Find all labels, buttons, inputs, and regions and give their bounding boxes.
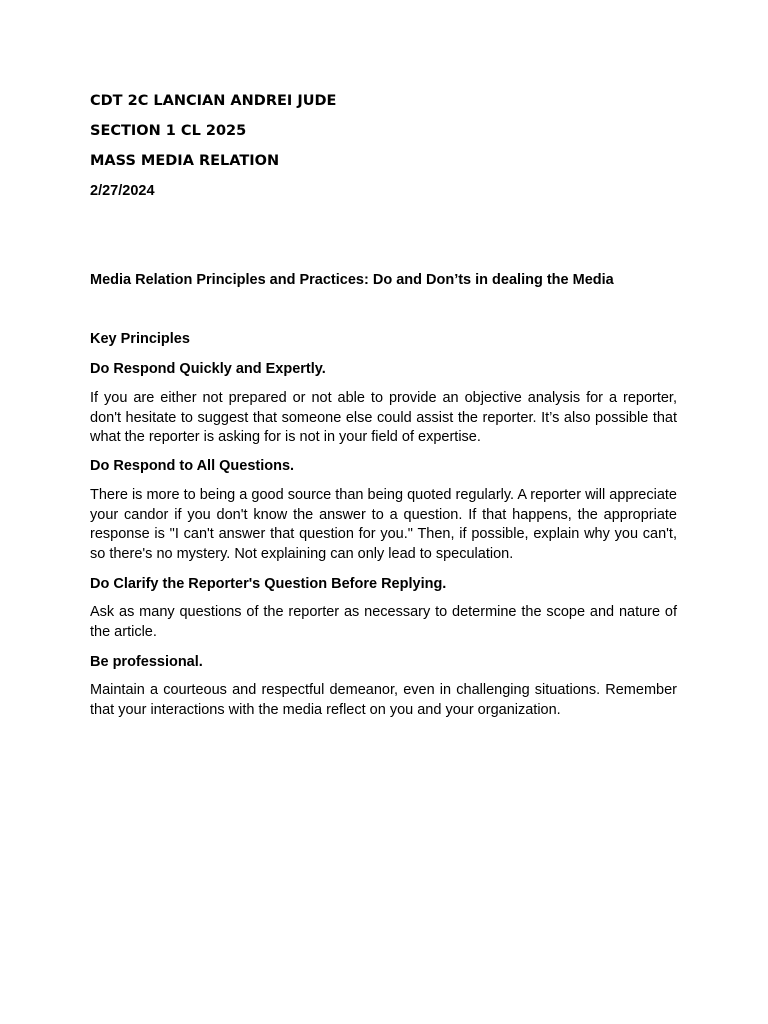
section-heading: Do Respond Quickly and Expertly.: [90, 361, 326, 377]
section-body: There is more to being a good source than being quoted regularly. A reporter will appreciate your candor if you don't know the answer to a question. If that happens, the appropriate response is "I can't answer that question for you." Then, if possible, explain why you can't, so there's no mystery. Not explaining can only lead to speculation.: [90, 487, 677, 562]
subject-line: MASS MEDIA RELATION: [90, 153, 280, 169]
date-line: 2/27/2024: [90, 183, 155, 199]
section-line: SECTION 1 CL 2025: [90, 123, 247, 139]
key-principles-heading: Key Principles: [90, 331, 190, 347]
section-heading: Do Clarify the Reporter's Question Before Replying.: [90, 576, 447, 592]
student-name: CDT 2C LANCIAN ANDREI JUDE: [90, 93, 337, 109]
section-body: If you are either not prepared or not able to provide an objective analysis for a reporter, don't hesitate to suggest that someone else could assist the reporter. It’s also possible that what the reporter is asking for is not in your field of expertise.: [90, 390, 677, 445]
section-heading: Do Respond to All Questions.: [90, 458, 295, 474]
section-body: Ask as many questions of the reporter as necessary to determine the scope and nature of the article.: [90, 604, 677, 640]
document-title: Media Relation Principles and Practices: Do and Don’ts in dealing the Media: [90, 272, 614, 288]
section-body: Maintain a courteous and respectful demeanor, even in challenging situations. Remember that your interactions with the media reflect on you and your organization.: [90, 682, 677, 718]
section-heading: Be professional.: [90, 654, 203, 670]
